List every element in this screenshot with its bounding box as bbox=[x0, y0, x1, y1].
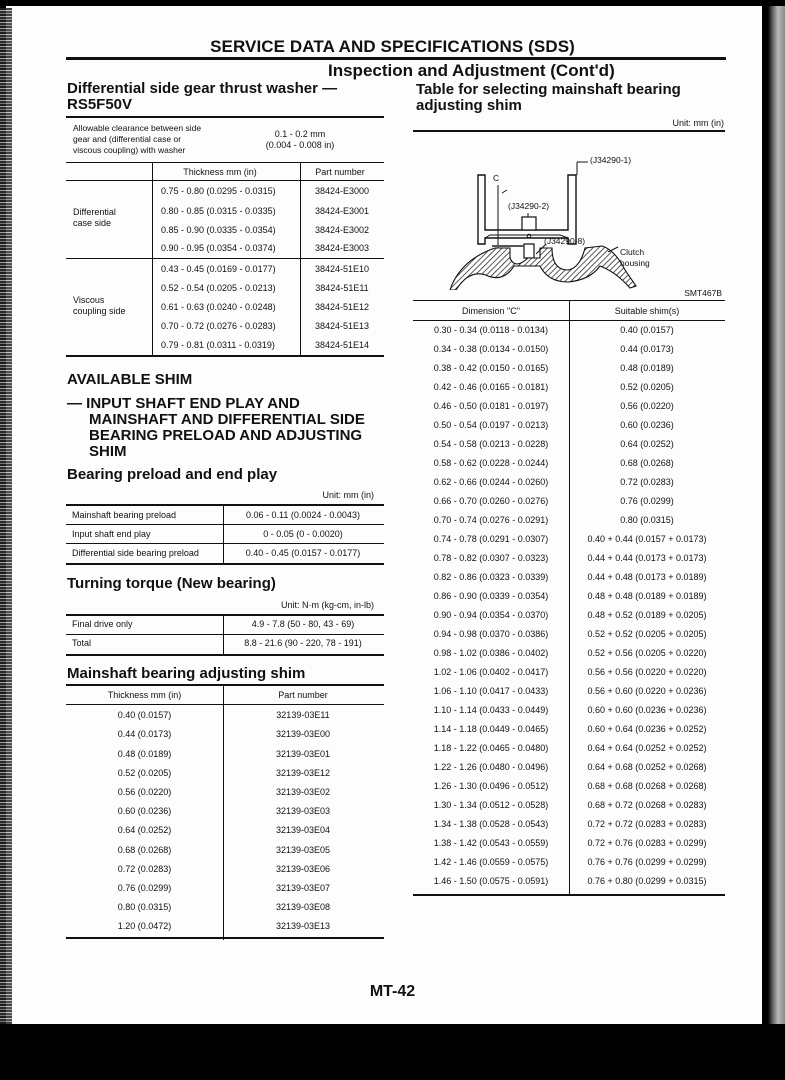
figure-label-housing: housing bbox=[620, 258, 650, 268]
thrust-table-top-rule bbox=[66, 116, 384, 118]
page-title: SERVICE DATA AND SPECIFICATIONS (SDS) bbox=[210, 37, 575, 56]
rule bbox=[66, 524, 384, 525]
clearance-value: 0.1 - 0.2 mm (0.004 - 0.008 in) bbox=[265, 129, 335, 150]
rule bbox=[66, 614, 384, 616]
rule bbox=[66, 634, 384, 635]
rule bbox=[66, 504, 384, 506]
clearance-label: Allowable clearance between side gear and (differential case or viscous coupling) with washer bbox=[73, 123, 202, 155]
rule bbox=[66, 162, 384, 163]
figure-label-tool-2: (J34290-2) bbox=[508, 201, 550, 211]
page-subtitle: Inspection and Adjustment (Cont'd) bbox=[328, 61, 615, 80]
column-header-part-number: Part number bbox=[315, 167, 365, 177]
unit-label: Unit: mm (in) bbox=[672, 118, 724, 128]
column-header-part-number: Part number bbox=[278, 690, 328, 700]
scan-binding-edge-right bbox=[762, 6, 785, 1024]
available-shim-heading: AVAILABLE SHIM bbox=[67, 371, 193, 388]
unit-label: Unit: mm (in) bbox=[322, 490, 374, 500]
figure-label-c: C bbox=[493, 173, 500, 183]
page-number: MT-42 bbox=[369, 983, 416, 1000]
title-rule bbox=[66, 57, 726, 60]
thrust-table-bottom-rule bbox=[66, 355, 384, 357]
scan-binding-edge-left bbox=[0, 8, 12, 1024]
scan-bottom-margin bbox=[0, 1024, 785, 1080]
rule bbox=[66, 937, 384, 939]
figure-label-tool-1: (J34290-1) bbox=[590, 155, 632, 165]
rule bbox=[66, 180, 384, 181]
available-shim-subheading: — INPUT SHAFT END PLAY AND MAINSHAFT AND DIFFERENTIAL SIDE BEARING PRELOAD AND ADJUSTING SHIM bbox=[67, 395, 365, 460]
rule bbox=[66, 684, 384, 686]
column-divider bbox=[152, 162, 153, 356]
turning-torque-heading: Turning torque (New bearing) bbox=[67, 575, 276, 592]
column-header-suitable-shims: Suitable shim(s) bbox=[614, 306, 680, 316]
selection-table-heading: Table for selecting mainshaft bearing adjusting shim bbox=[416, 81, 681, 114]
bearing-preload-heading: Bearing preload and end play bbox=[67, 466, 278, 483]
rule bbox=[66, 704, 384, 705]
group-label-differential: Differential case side bbox=[73, 207, 116, 228]
column-header-thickness: Thickness mm (in) bbox=[183, 167, 257, 177]
mainshaft-shim-heading: Mainshaft bearing adjusting shim bbox=[67, 665, 306, 682]
rule bbox=[66, 654, 384, 656]
thrust-washer-heading: Differential side gear thrust washer — RS5F50V bbox=[67, 80, 338, 113]
mainshaft-shim-diagram bbox=[440, 140, 670, 290]
rule bbox=[66, 563, 384, 565]
group-label-viscous: Viscous coupling side bbox=[73, 295, 126, 316]
unit-label: Unit: N·m (kg-cm, in-lb) bbox=[280, 600, 374, 610]
figure-label-clutch: Clutch bbox=[620, 247, 645, 257]
column-header-thickness: Thickness mm (in) bbox=[107, 690, 182, 700]
figure-code: SMT467B bbox=[684, 288, 722, 298]
column-header-dimension-c: Dimension "C" bbox=[462, 306, 520, 316]
rule bbox=[66, 543, 384, 544]
rule bbox=[413, 894, 725, 896]
rule bbox=[413, 130, 725, 132]
figure-label-tool-8: (J34290-8) bbox=[544, 236, 586, 246]
rule bbox=[66, 258, 384, 259]
